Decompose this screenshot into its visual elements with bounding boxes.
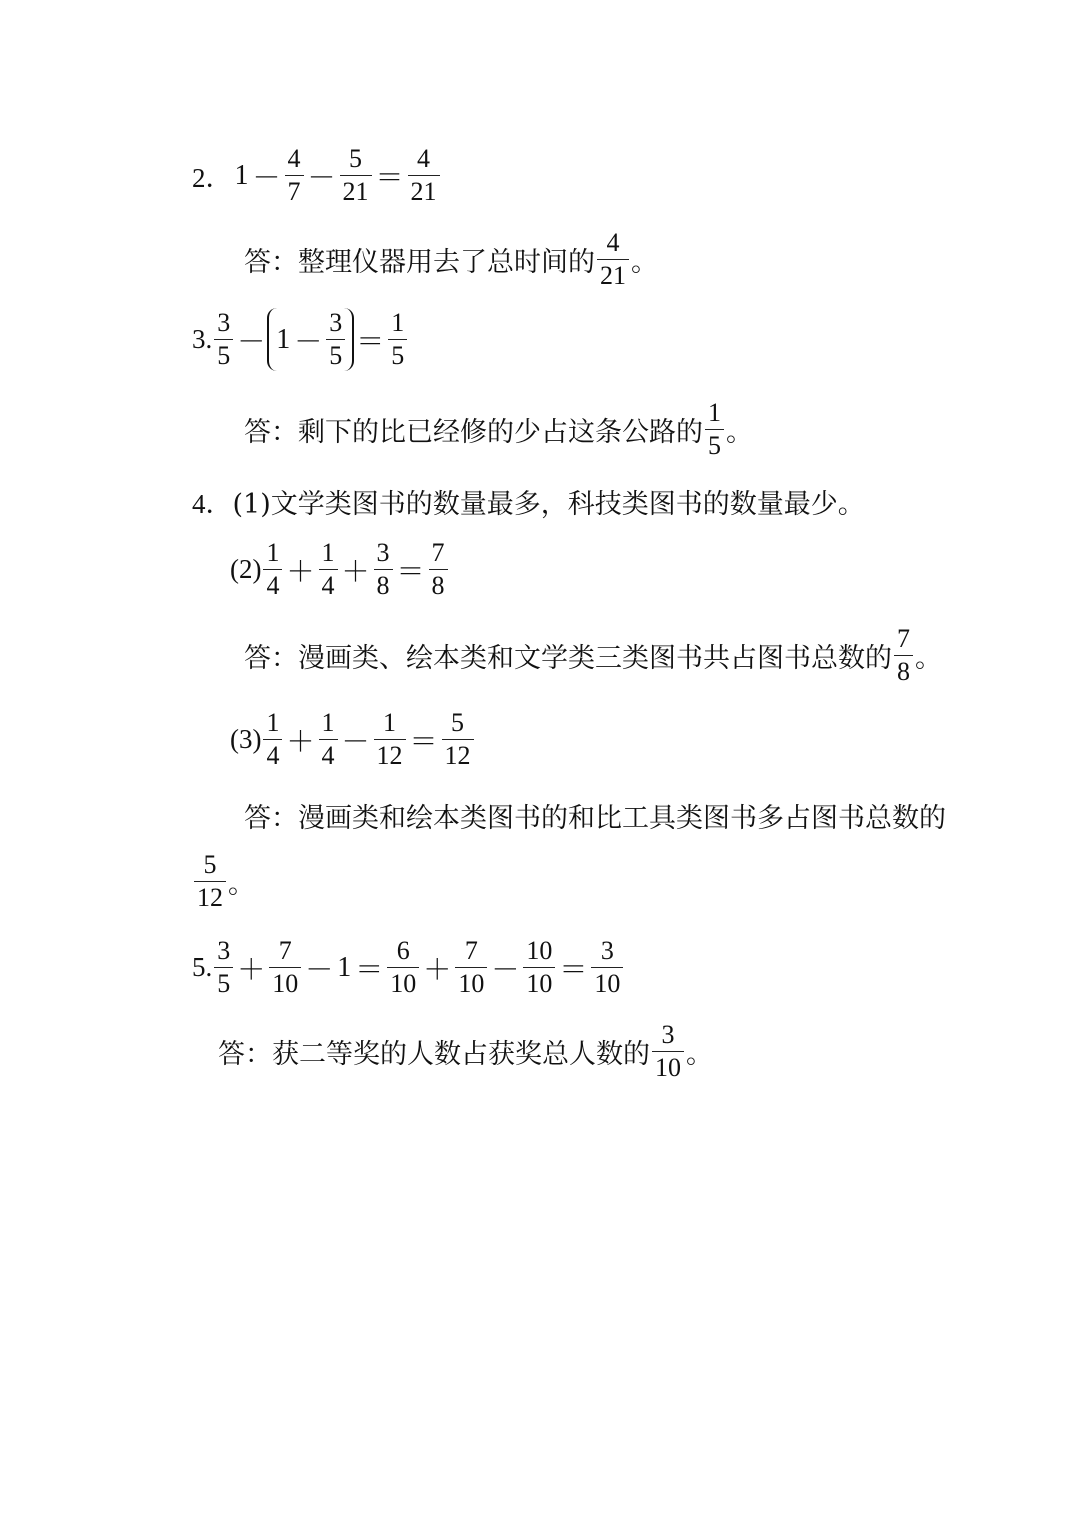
answer-period: 。 — [726, 417, 753, 448]
problem-4-part-3-equation — [230, 710, 476, 769]
fraction: $\frac{1}{4}$ — [319, 540, 338, 599]
equals-sign: ＝ — [559, 954, 588, 986]
number-one: 1 — [234, 159, 249, 191]
problem-5-label: 5. — [192, 952, 213, 982]
fraction: $\frac{7}{10}$ — [269, 938, 301, 997]
answer-text: 答：获二等奖的人数占获奖总人数的 — [218, 1039, 650, 1070]
equals-sign: ＝ — [396, 556, 425, 588]
problem-2-label: 2． — [192, 163, 233, 193]
problem-4-part-1 — [192, 482, 865, 521]
fraction: $\frac{1}{4}$ — [319, 710, 338, 769]
part-2-label: (2) — [230, 554, 262, 584]
plus-sign: ＋ — [286, 556, 315, 588]
fraction-result: $\frac{3}{10}$ — [591, 938, 623, 997]
fraction: $\frac{4}{7}$ — [285, 146, 304, 205]
fraction: $\frac{6}{10}$ — [387, 938, 419, 997]
problem-4-part-3-answer — [244, 796, 946, 835]
problem-4-part-3-answer-cont — [192, 852, 255, 911]
part-1-text: (1)文学类图书的数量最多，科技类图书的数量最少。 — [232, 489, 865, 520]
minus-sign: － — [237, 326, 266, 358]
plus-sign: ＋ — [237, 954, 266, 986]
minus-sign: － — [252, 162, 281, 194]
fraction: $\frac{10}{10}$ — [523, 938, 555, 997]
problem-2-answer — [244, 230, 658, 289]
problem-4-part-2-equation — [230, 540, 450, 599]
fraction-result: $\frac{7}{8}$ — [429, 540, 448, 599]
answer-fraction: $\frac{1}{5}$ — [705, 400, 724, 459]
minus-sign: － — [491, 954, 520, 986]
answer-period: 。 — [631, 247, 658, 278]
plus-sign: ＋ — [423, 954, 452, 986]
fraction: $\frac{3}{5}$ — [214, 938, 233, 997]
fraction: $\frac{1}{4}$ — [263, 540, 282, 599]
plus-sign: ＋ — [286, 726, 315, 758]
fraction-result: $\frac{4}{21}$ — [408, 146, 440, 205]
answer-text: 答：漫画类、绘本类和文学类三类图书共占图书总数的 — [244, 643, 892, 674]
fraction: $\frac{3}{5}$ — [326, 310, 345, 369]
answer-text: 答：整理仪器用去了总时间的 — [244, 247, 595, 278]
answer-period: 。 — [686, 1039, 713, 1070]
fraction: $\frac{1}{4}$ — [263, 710, 282, 769]
fraction: $\frac{5}{21}$ — [340, 146, 372, 205]
problem-5-equation — [192, 938, 625, 997]
answer-period: 。 — [228, 869, 255, 900]
equals-sign: ＝ — [375, 162, 404, 194]
minus-sign: － — [307, 162, 336, 194]
answer-fraction: $\frac{4}{21}$ — [597, 230, 629, 289]
equals-sign: ＝ — [356, 326, 385, 358]
problem-4-part-2-answer — [244, 626, 942, 685]
number-one: 1 — [337, 951, 352, 983]
fraction: $\frac{3}{5}$ — [214, 310, 233, 369]
fraction-result: $\frac{5}{12}$ — [442, 710, 474, 769]
problem-3-answer — [244, 400, 753, 459]
answer-fraction: $\frac{3}{10}$ — [652, 1022, 684, 1081]
problem-4-label: 4． — [192, 489, 233, 519]
plus-sign: ＋ — [341, 556, 370, 588]
equals-sign: ＝ — [355, 954, 384, 986]
answer-period: 。 — [915, 643, 942, 674]
minus-sign: － — [305, 954, 334, 986]
minus-sign: － — [294, 326, 323, 358]
minus-sign: － — [341, 726, 370, 758]
part-3-label: (3) — [230, 724, 262, 754]
answer-fraction: $\frac{5}{12}$ — [194, 852, 226, 911]
problem-3-equation — [192, 308, 409, 371]
fraction-result: $\frac{1}{5}$ — [388, 310, 407, 369]
problem-2-equation — [192, 146, 442, 205]
fraction: $\frac{1}{12}$ — [374, 710, 406, 769]
answer-fraction: $\frac{7}{8}$ — [894, 626, 913, 685]
number-one: 1 — [276, 323, 291, 355]
parenthesis-group — [267, 308, 354, 371]
answer-text: 答：漫画类和绘本类图书的和比工具类图书多占图书总数的 — [244, 803, 946, 834]
problem-5-answer — [218, 1022, 713, 1081]
problem-3-label: 3. — [192, 324, 213, 354]
fraction: $\frac{3}{8}$ — [374, 540, 393, 599]
answer-text: 答：剩下的比已经修的少占这条公路的 — [244, 417, 703, 448]
fraction: $\frac{7}{10}$ — [455, 938, 487, 997]
equals-sign: ＝ — [409, 726, 438, 758]
